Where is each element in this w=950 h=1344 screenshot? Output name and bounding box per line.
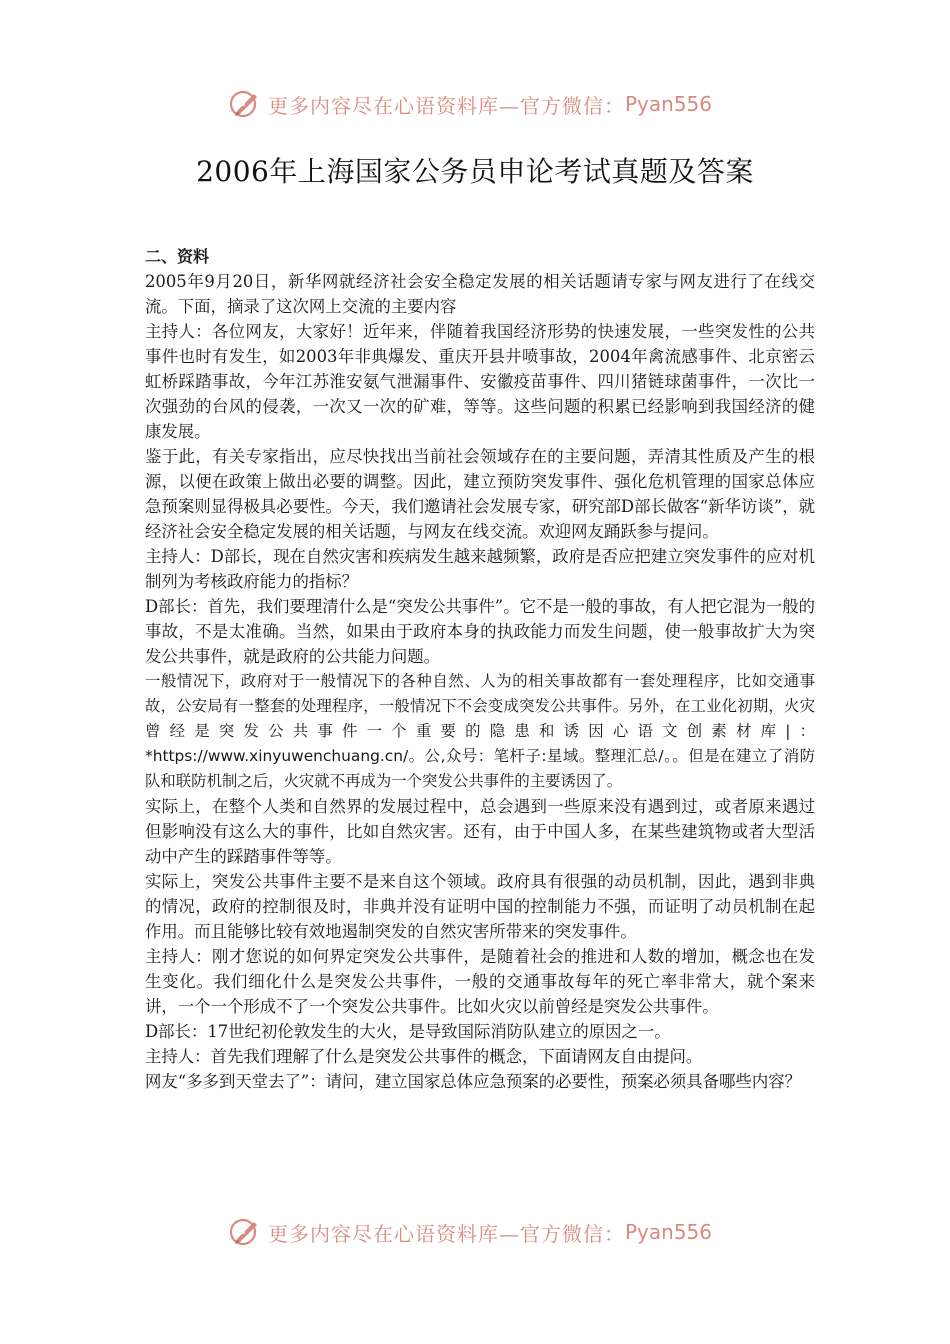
pen-logo-icon	[228, 1215, 262, 1249]
paragraph: 2005年9月20日，新华网就经济社会安全稳定发展的相关话题请专家与网友进行了在线交流。下面，摘录了这次网上交流的主要内容	[145, 272, 815, 316]
document-body	[145, 244, 815, 1094]
watermark-header	[228, 84, 712, 124]
section-heading: 二、资料	[145, 247, 210, 266]
paragraph: 主持人：D部长，现在自然灾害和疾病发生越来越频繁，政府是否应把建立突发事件的应对机制列为考核政府能力的指标？	[145, 547, 815, 591]
paragraph: 鉴于此，有关专家指出，应尽快找出当前社会领域存在的主要问题，弄清其性质及产生的根源，以便在政策上做出必要的调整。因此，建立预防突发事件、强化危机管理的国家总体应急预案则显得极具必要性。今天，我们邀请社会发展专家，研究部D部长做客“新华访谈”，就经济社会安全稳定发展的相关话题，与网友在线交流。欢迎网友踊跃参与提问。	[145, 447, 815, 541]
paragraph: 主持人：各位网友，大家好！近年来，伴随着我国经济形势的快速发展，一些突发性的公共事件也时有发生，如2003年非典爆发、重庆开县井喷事故，2004年禽流感事件、北京密云虹桥踩踏事故，今年江苏淮安氨气泄漏事件、安徽疫苗事件、四川猪链球菌事件，一次比一次强劲的台风的侵袭，一次又一次的矿难，等等。这些问题的积累已经影响到我国经济的健康发展。	[145, 322, 815, 441]
document-title: 2006年上海国家公务员申论考试真题及答案	[196, 155, 754, 188]
paragraph: 主持人：首先我们理解了什么是突发公共事件的概念，下面请网友自由提问。	[145, 1047, 703, 1066]
watermark-wechat-id: Pyan556	[625, 1220, 713, 1244]
paragraph: 主持人：刚才您说的如何界定突发公共事件，是随着社会的推进和人数的增加，概念也在发生变化。我们细化什么是突发公共事件，一般的交通事故每年的死亡率非常大，就个案来讲，一个一个形成不了一个突发公共事件。比如火灾以前曾经是突发公共事件。	[145, 947, 815, 1016]
watermark-wechat-id: Pyan556	[625, 92, 713, 116]
paragraph-inserted-note: 一般情况下，政府对于一般情况下的各种自然、人为的相关事故都有一套处理程序，比如交通事故，公安局有一整套的处理程序，一般情况下不会变成突发公共事件。另外，在工业化初期，火灾曾经是突发公共事件一个重要的隐患和诱因心语文创素材库|：*https://www.xinyuwenchuang.cn/。公,众号：笔杆子:星域。整理汇总/。。但是在建立了消防队和联防机制之后，火灾就不再成为一个突发公共事件的主要诱因了。	[145, 672, 815, 790]
paragraph: 网友“多多到天堂去了”：请问，建立国家总体应急预案的必要性，预案必须具备哪些内容？	[145, 1072, 801, 1091]
watermark-text: 更多内容尽在心语资料库—官方微信：	[268, 93, 625, 118]
watermark-footer	[228, 1212, 712, 1252]
paragraph: 实际上，突发公共事件主要不是来自这个领域。政府具有很强的动员机制，因此，遇到非典的情况，政府的控制很及时，非典并没有证明中国的控制能力不强，而证明了动员机制在起作用。而且能够比较有效地遏制突发的自然灾害所带来的突发事件。	[145, 872, 815, 941]
paragraph: D部长：17世纪初伦敦发生的大火，是导致国际消防队建立的原因之一。	[145, 1022, 671, 1041]
paragraph: 实际上，在整个人类和自然界的发展过程中，总会遇到一些原来没有遇到过，或者原来遇过但影响没有这么大的事件，比如自然灾害。还有，由于中国人多，在某些建筑物或者大型活动中产生的踩踏事件等等。	[145, 797, 815, 866]
watermark-text: 更多内容尽在心语资料库—官方微信：	[268, 1221, 625, 1246]
paragraph: D部长：首先，我们要理清什么是“突发公共事件”。它不是一般的事故，有人把它混为一般的事故，不是太准确。当然，如果由于政府本身的执政能力而发生问题，使一般事故扩大为突发公共事件，就是政府的公共能力问题。	[145, 597, 815, 666]
pen-logo-icon	[228, 87, 262, 121]
